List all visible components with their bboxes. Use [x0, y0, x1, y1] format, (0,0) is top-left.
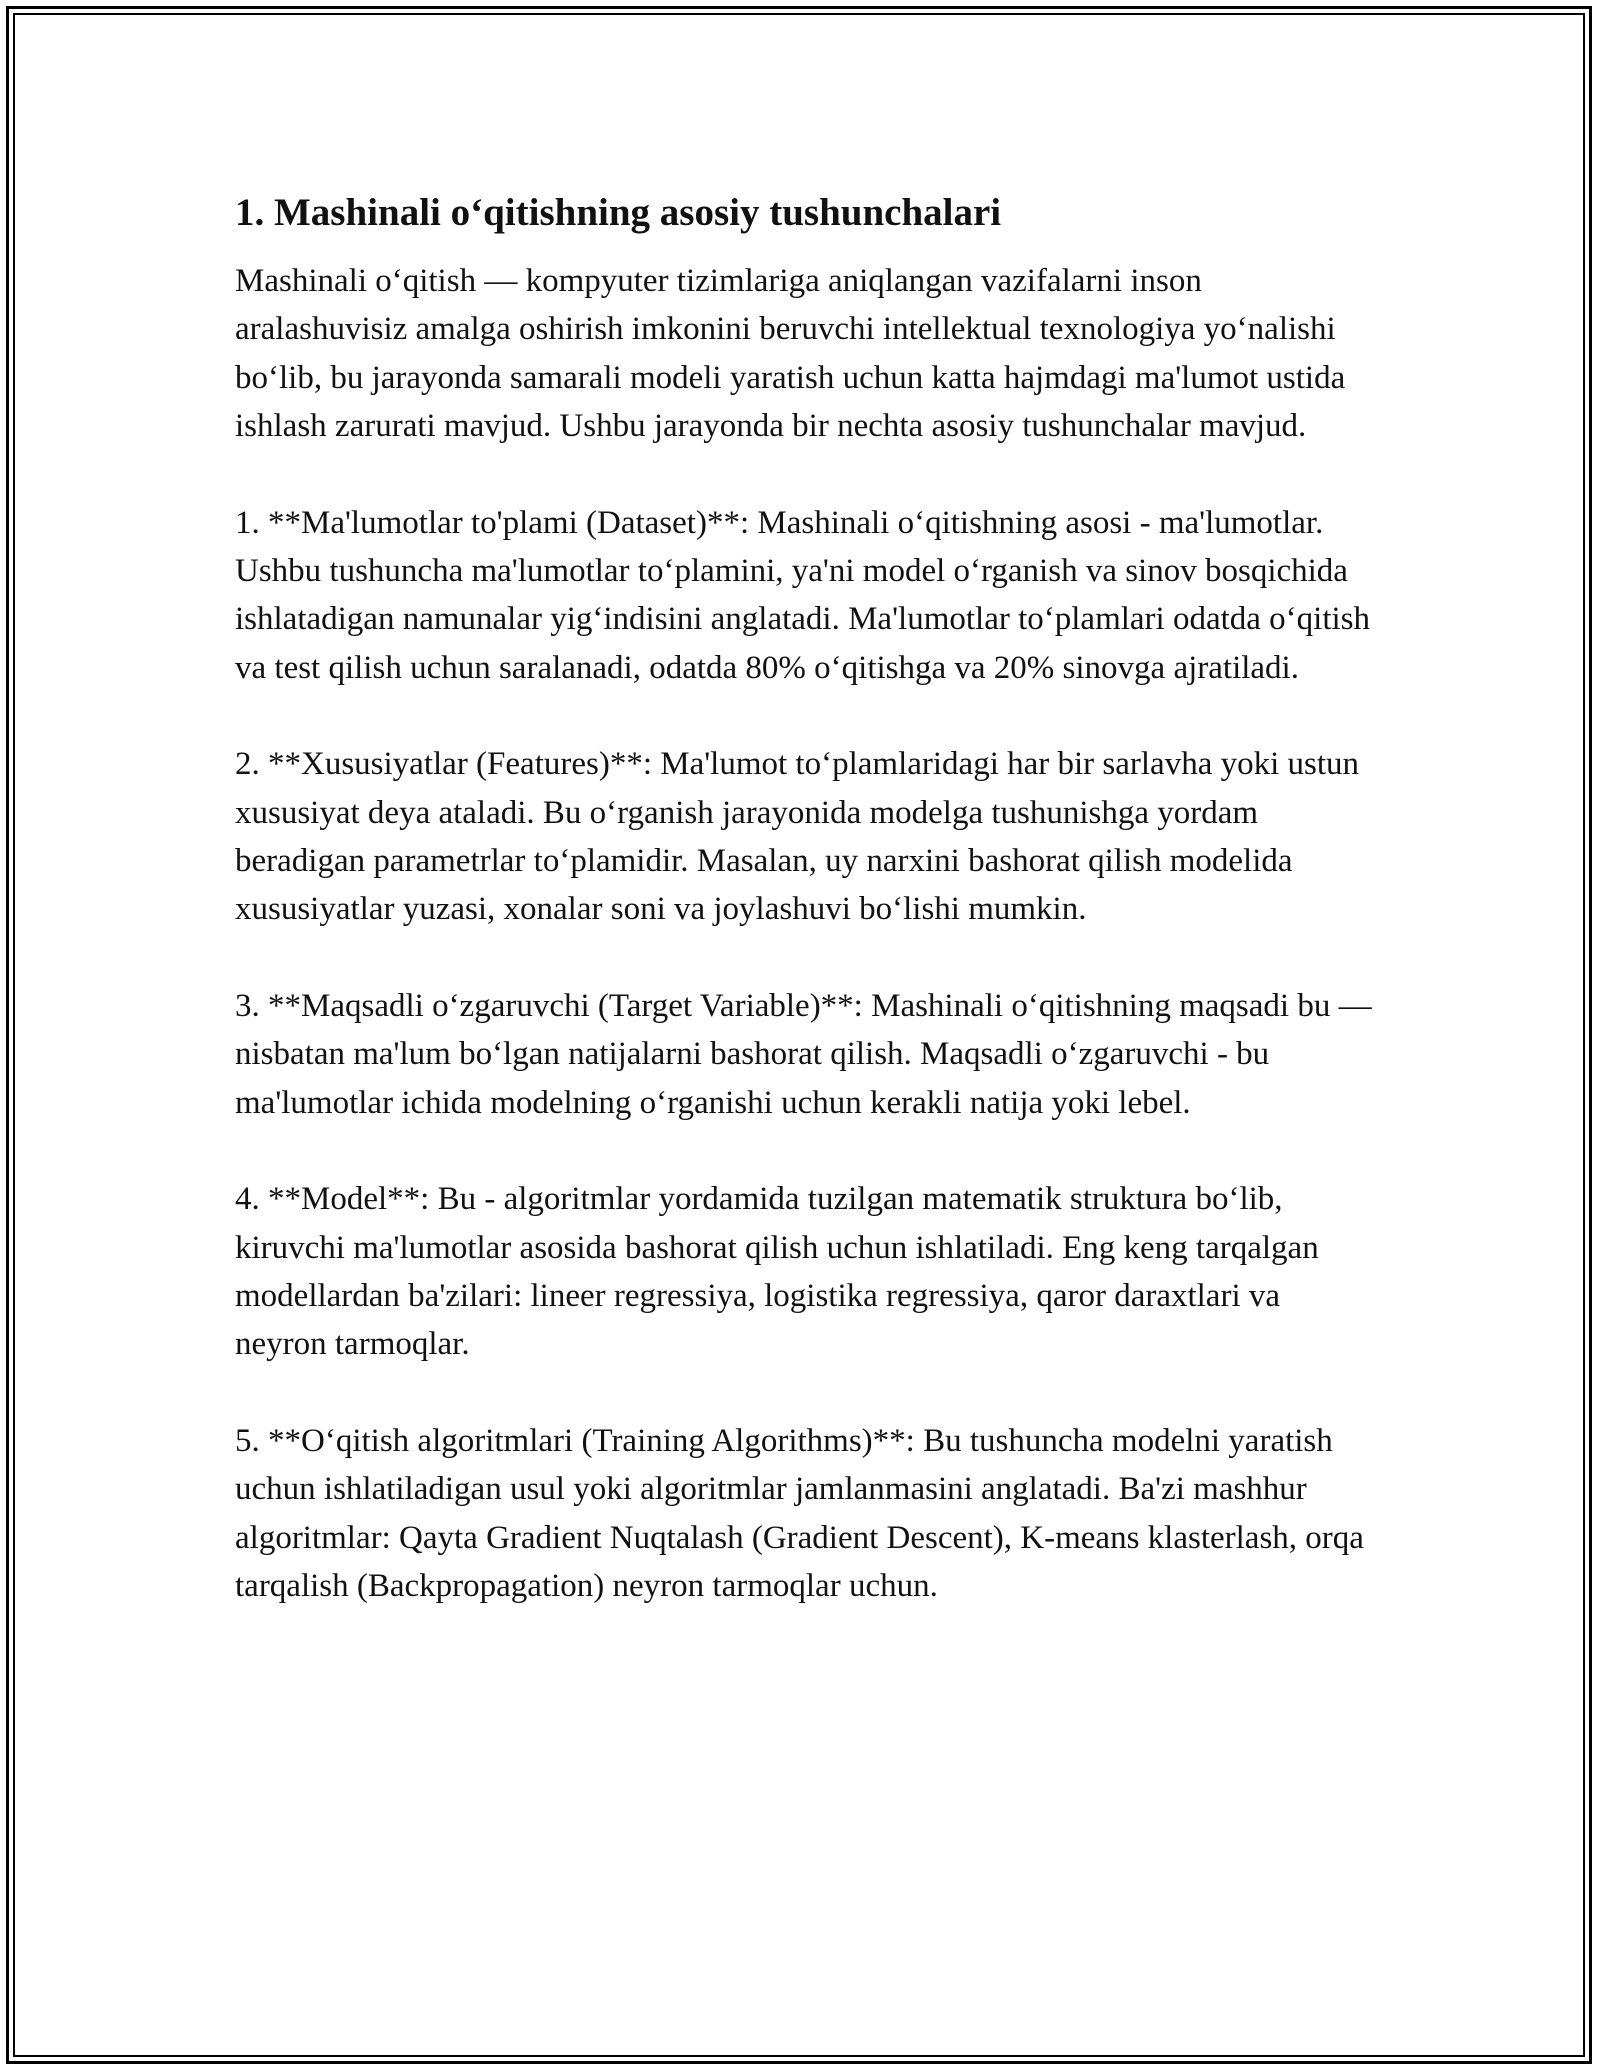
- paragraph-model: 4. **Model**: Bu - algoritmlar yordamida tuzilgan matematik struktura bo‘lib, kiruvchi ma'lumotlar asosida bashorat qilish uchun ishlatiladi. Eng keng tarqalgan modellardan ba'zilari: lineer regressiya, logistika regressiya, qaror daraxtlari va neyron tarmoqlar.: [235, 1181, 1319, 1363]
- paragraph-features: 2. **Xususiyatlar (Features)**: Ma'lumot to‘plamlaridagi har bir sarlavha yoki ustun xususiyat deya ataladi. Bu o‘rganish jarayonida modelga tushunishga yordam beradigan parametrlar to‘plamidir. Masalan, uy narxini bashorat qilish modelida xususiyatlar yuzasi, xonalar soni va joylashuvi bo‘lishi mumkin.: [235, 746, 1360, 928]
- paragraph-intro: Mashinali o‘qitish — kompyuter tizimlariga aniqlangan vazifalarni inson aralashuvisiz amalga oshirish imkonini beruvchi intellektual texnologiya yo‘nalishi bo‘lib, bu jarayonda samarali modeli yaratish uchun katta hajmdagi ma'lumot ustida ishlash zarurati mavjud. Ushbu jarayonda bir nechta asosiy tushunchalar mavjud.: [235, 263, 1346, 444]
- paragraph-training-algorithms: 5. **O‘qitish algoritmlari (Training Algorithms)**: Bu tushuncha modelni yaratish uchun ishlatiladigan usul yoki algoritmlar jamlanmasini anglatadi. Ba'zi mashhur algoritmlar: Qayta Gradient Nuqtalash (Gradient Descent), K-means klasterlash, orqa tarqalish (Backpropagation) neyron tarmoqlar uchun.: [235, 1423, 1364, 1605]
- paragraph-dataset: 1. **Ma'lumotlar to'plami (Dataset)**: Mashinali o‘qitishning asosi - ma'lumotlar. Ushbu tushuncha ma'lumotlar to‘plamini, ya'ni model o‘rganish va sinov bosqichida ishlatadigan namunalar yig‘indisini anglatadi. Ma'lumotlar to‘plamlari odatda o‘qitish va test qilish uchun saralanadi, odatda 80% o‘qitishga va 20% sinovga ajratiladi.: [235, 504, 1371, 686]
- document-title: 1. Mashinali o‘qitishning asosiy tushunchalari: [235, 191, 1002, 234]
- document-body: [235, 185, 1375, 1659]
- paragraph-target-variable: 3. **Maqsadli o‘zgaruvchi (Target Variable)**: Mashinali o‘qitishning maqsadi bu — nisbatan ma'lum bo‘lgan natijalarni bashorat qilish. Maqsadli o‘zgaruvchi - bu ma'lumotlar ichida modelning o‘rganishi uchun kerakli natija yoki lebel.: [235, 988, 1372, 1121]
